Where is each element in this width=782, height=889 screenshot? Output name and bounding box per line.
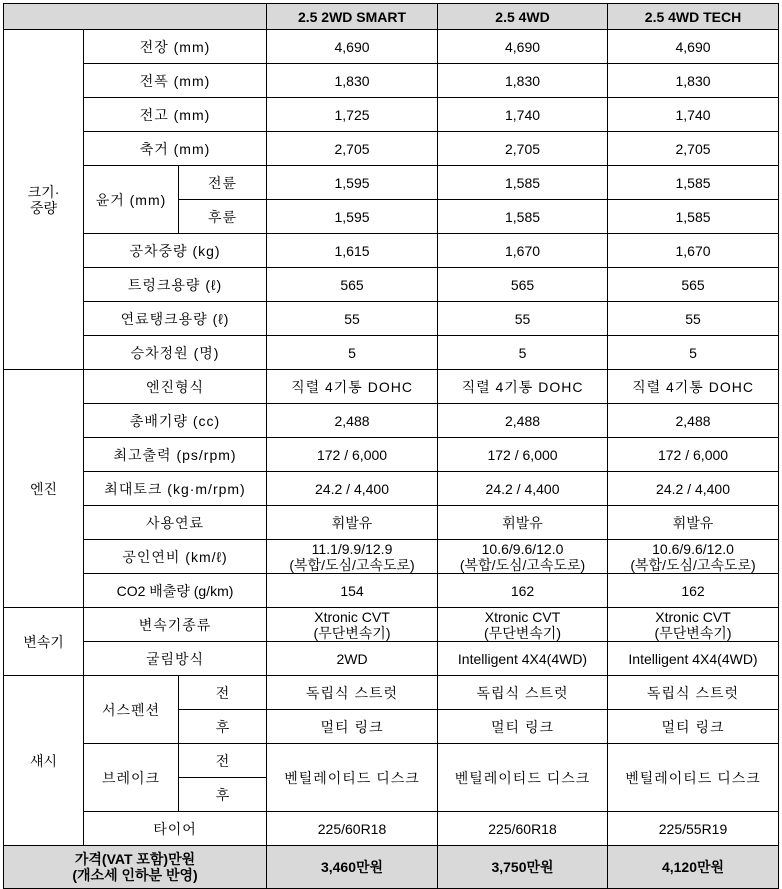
- cell-value: 독립식 스트럿: [608, 676, 779, 710]
- cell-value: 4,690: [267, 30, 438, 64]
- cell-value: 24.2 / 4,400: [267, 472, 438, 506]
- sub-label: 전: [179, 676, 267, 710]
- cell-value: 1,725: [267, 98, 438, 132]
- header-blank: [4, 4, 267, 30]
- row-label: 공차중량 (kg): [84, 234, 267, 268]
- table-row: [4, 676, 779, 710]
- cell-value: Intelligent 4X4(4WD): [608, 642, 779, 676]
- cell-value: 225/55R19: [608, 812, 779, 846]
- row-label: 브레이크: [84, 744, 179, 812]
- header-4wd-tech: 2.5 4WD TECH: [608, 4, 779, 30]
- cell-value: 225/60R18: [267, 812, 438, 846]
- table-row: [4, 166, 779, 200]
- row-label: 타이어: [84, 812, 267, 846]
- table-row: [4, 132, 779, 166]
- cell-value: 2,488: [608, 404, 779, 438]
- cell-value: 10.6/9.6/12.0 (복합/도심/고속도로): [438, 540, 608, 574]
- cell-value: 1,585: [608, 200, 779, 234]
- price-row: [4, 846, 779, 889]
- cell-value: 1,740: [438, 98, 608, 132]
- cell-value: 벤틸레이티드 디스크: [267, 744, 438, 812]
- table-row: [4, 438, 779, 472]
- cell-value: 1,595: [267, 166, 438, 200]
- cell-value: 172 / 6,000: [608, 438, 779, 472]
- table-row: [4, 98, 779, 132]
- row-label: 최고출력 (ps/rpm): [84, 438, 267, 472]
- table-row: [4, 268, 779, 302]
- sub-label: 후: [179, 710, 267, 744]
- price-label: 가격(VAT 포함)만원 (개소세 인하분 반영): [4, 846, 267, 889]
- row-label: 전장 (mm): [84, 30, 267, 64]
- cell-value: 1,830: [267, 64, 438, 98]
- table-row: [4, 404, 779, 438]
- cell-value: 2,705: [438, 132, 608, 166]
- row-label: 최대토크 (kg·m/rpm): [84, 472, 267, 506]
- cell-value: 172 / 6,000: [438, 438, 608, 472]
- cell-value: 154: [267, 574, 438, 608]
- cell-value: 4,690: [438, 30, 608, 64]
- table-row: [4, 30, 779, 64]
- cell-value: 멀티 링크: [608, 710, 779, 744]
- cell-value: 1,585: [438, 200, 608, 234]
- row-label: 공인연비 (km/ℓ): [84, 540, 267, 574]
- table-row: [4, 336, 779, 370]
- row-label: 사용연료: [84, 506, 267, 540]
- cell-value: 5: [438, 336, 608, 370]
- row-label: 축거 (mm): [84, 132, 267, 166]
- cell-value: 1,585: [438, 166, 608, 200]
- row-label: 윤거 (mm): [84, 166, 179, 234]
- cell-value: 벤틸레이티드 디스크: [608, 744, 779, 812]
- cell-value: 1,830: [608, 64, 779, 98]
- group-engine: 엔진: [4, 370, 84, 608]
- row-label: 전폭 (mm): [84, 64, 267, 98]
- cell-value: 휘발유: [267, 506, 438, 540]
- row-label: 전고 (mm): [84, 98, 267, 132]
- header-row: [4, 4, 779, 30]
- row-label: CO2 배출량 (g/km): [84, 574, 267, 608]
- cell-value: 2,488: [267, 404, 438, 438]
- cell-value: 225/60R18: [438, 812, 608, 846]
- cell-value: 565: [608, 268, 779, 302]
- cell-value: 1,830: [438, 64, 608, 98]
- group-size: 크기· 중량: [4, 30, 84, 370]
- spec-table: [3, 3, 779, 889]
- cell-value: 2,705: [267, 132, 438, 166]
- sub-label: 전륜: [179, 166, 267, 200]
- group-transmission: 변속기: [4, 608, 84, 676]
- cell-value: 1,670: [438, 234, 608, 268]
- cell-value: 직렬 4기통 DOHC: [267, 370, 438, 404]
- cell-value: 162: [608, 574, 779, 608]
- cell-value: 1,595: [267, 200, 438, 234]
- cell-value: 24.2 / 4,400: [438, 472, 608, 506]
- row-label: 굴림방식: [84, 642, 267, 676]
- table-row: [4, 302, 779, 336]
- cell-value: 5: [267, 336, 438, 370]
- cell-value: 멀티 링크: [267, 710, 438, 744]
- cell-value: 565: [267, 268, 438, 302]
- header-4wd: 2.5 4WD: [438, 4, 608, 30]
- table-row: [4, 234, 779, 268]
- table-row: [4, 812, 779, 846]
- cell-value: 55: [267, 302, 438, 336]
- cell-value: 1,615: [267, 234, 438, 268]
- cell-value: Intelligent 4X4(4WD): [438, 642, 608, 676]
- table-row: [4, 744, 779, 778]
- sub-label: 전: [179, 744, 267, 778]
- sub-label: 후: [179, 778, 267, 812]
- row-label: 연료탱크용량 (ℓ): [84, 302, 267, 336]
- cell-value: 독립식 스트럿: [438, 676, 608, 710]
- row-label: 트렁크용량 (ℓ): [84, 268, 267, 302]
- cell-value: 휘발유: [608, 506, 779, 540]
- price-value: 4,120만원: [608, 846, 779, 889]
- price-value: 3,750만원: [438, 846, 608, 889]
- cell-value: Xtronic CVT (무단변속기): [438, 608, 608, 642]
- cell-value: 1,585: [608, 166, 779, 200]
- table-row: [4, 574, 779, 608]
- table-row: [4, 540, 779, 574]
- table-row: [4, 642, 779, 676]
- cell-value: 1,740: [608, 98, 779, 132]
- cell-value: 55: [608, 302, 779, 336]
- cell-value: 5: [608, 336, 779, 370]
- table-row: [4, 608, 779, 642]
- header-2wd-smart: 2.5 2WD SMART: [267, 4, 438, 30]
- group-chassis: 섀시: [4, 676, 84, 846]
- cell-value: 벤틸레이티드 디스크: [438, 744, 608, 812]
- cell-value: Xtronic CVT (무단변속기): [267, 608, 438, 642]
- row-label: 총배기량 (cc): [84, 404, 267, 438]
- price-value: 3,460만원: [267, 846, 438, 889]
- table-row: [4, 506, 779, 540]
- row-label: 승차정원 (명): [84, 336, 267, 370]
- cell-value: 55: [438, 302, 608, 336]
- row-label: 변속기종류: [84, 608, 267, 642]
- cell-value: 2WD: [267, 642, 438, 676]
- cell-value: 162: [438, 574, 608, 608]
- sub-label: 후륜: [179, 200, 267, 234]
- row-label: 엔진형식: [84, 370, 267, 404]
- cell-value: 2,488: [438, 404, 608, 438]
- cell-value: 직렬 4기통 DOHC: [438, 370, 608, 404]
- cell-value: 24.2 / 4,400: [608, 472, 779, 506]
- cell-value: 2,705: [608, 132, 779, 166]
- row-label: 서스펜션: [84, 676, 179, 744]
- cell-value: Xtronic CVT (무단변속기): [608, 608, 779, 642]
- cell-value: 10.6/9.6/12.0 (복합/도심/고속도로): [608, 540, 779, 574]
- table-row: [4, 472, 779, 506]
- cell-value: 1,670: [608, 234, 779, 268]
- cell-value: 11.1/9.9/12.9 (복합/도심/고속도로): [267, 540, 438, 574]
- cell-value: 멀티 링크: [438, 710, 608, 744]
- cell-value: 직렬 4기통 DOHC: [608, 370, 779, 404]
- cell-value: 4,690: [608, 30, 779, 64]
- cell-value: 독립식 스트럿: [267, 676, 438, 710]
- cell-value: 565: [438, 268, 608, 302]
- table-row: [4, 64, 779, 98]
- cell-value: 휘발유: [438, 506, 608, 540]
- table-row: [4, 370, 779, 404]
- cell-value: 172 / 6,000: [267, 438, 438, 472]
